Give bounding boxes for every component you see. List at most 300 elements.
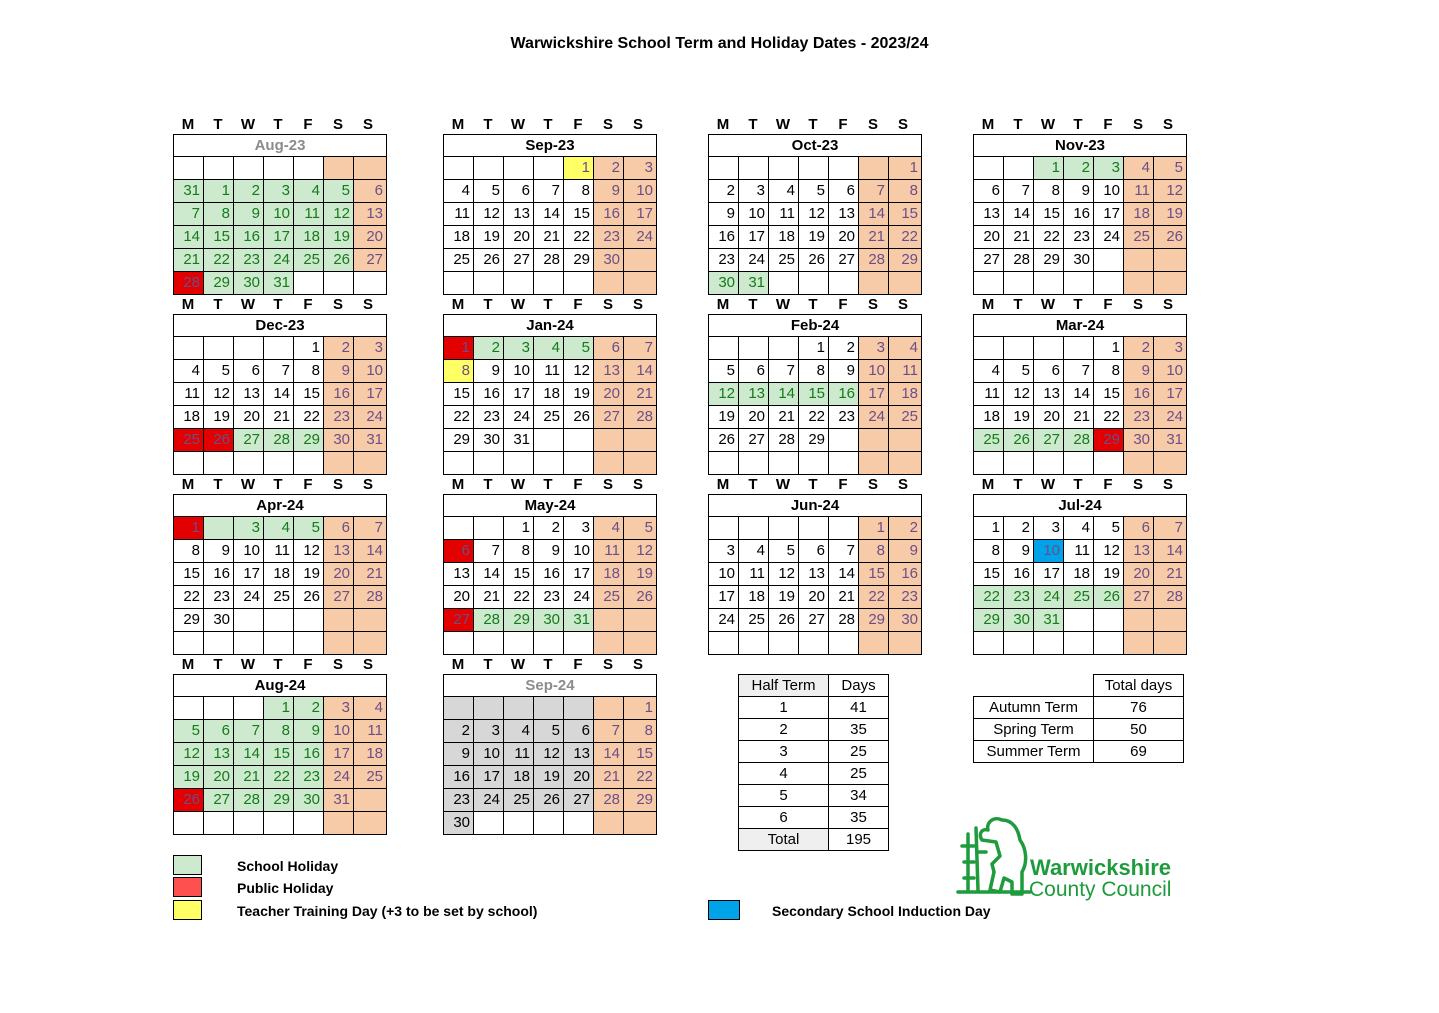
- month-calendar: [708, 471, 922, 655]
- week-row: [974, 179, 1186, 202]
- day-cell: 12: [294, 540, 324, 562]
- day-cell: 14: [1064, 383, 1094, 405]
- weekday-label: M: [181, 116, 195, 133]
- week-row: [709, 382, 921, 405]
- day-cell: 21: [829, 586, 859, 608]
- month-name: Nov-23: [974, 135, 1186, 157]
- day-cell: 12: [534, 743, 564, 765]
- day-cell: 25: [174, 429, 204, 451]
- term-days: 76: [1094, 697, 1184, 719]
- weekday-label: T: [213, 296, 223, 313]
- day-cell: 24: [1154, 406, 1186, 428]
- week-row: [709, 405, 921, 428]
- weekday-label: S: [897, 476, 908, 493]
- week-row: [709, 428, 921, 451]
- day-cell: 30: [1124, 429, 1154, 451]
- day-cell: [534, 697, 564, 719]
- month-grid: [708, 314, 922, 475]
- week-row: [974, 405, 1186, 428]
- day-cell: 8: [174, 540, 204, 562]
- day-cell: 24: [324, 766, 354, 788]
- day-cell: 10: [739, 203, 769, 225]
- day-cell: 17: [234, 563, 264, 585]
- day-cell: 2: [1064, 157, 1094, 179]
- day-cell: [534, 812, 564, 834]
- day-cell: 22: [444, 406, 474, 428]
- day-cell: 29: [294, 429, 324, 451]
- day-cell: 28: [1004, 249, 1034, 271]
- week-row: [709, 202, 921, 225]
- half-term-days: 25: [829, 741, 889, 763]
- week-row: [974, 631, 1186, 654]
- day-cell: 1: [504, 517, 534, 539]
- day-cell: [264, 609, 294, 631]
- month-name: Aug-23: [174, 135, 386, 157]
- day-cell: 30: [534, 609, 564, 631]
- day-cell: [1094, 632, 1124, 654]
- day-cell: 8: [974, 540, 1004, 562]
- weekday-label: T: [1073, 476, 1083, 493]
- day-cell: [354, 789, 386, 811]
- day-cell: 31: [174, 180, 204, 202]
- week-row: [174, 202, 386, 225]
- day-cell: [1124, 632, 1154, 654]
- day-cell: [204, 157, 234, 179]
- logo-line-2: County Council: [1029, 878, 1172, 901]
- day-cell: 21: [594, 766, 624, 788]
- day-cell: 30: [1064, 249, 1094, 271]
- day-cell: 4: [174, 360, 204, 382]
- day-cell: 20: [564, 766, 594, 788]
- day-cell: 6: [739, 360, 769, 382]
- day-cell: 12: [174, 743, 204, 765]
- month-name: Aug-24: [174, 675, 386, 697]
- day-cell: [829, 632, 859, 654]
- day-cell: 9: [889, 540, 921, 562]
- day-cell: [1094, 609, 1124, 631]
- day-cell: 12: [474, 203, 504, 225]
- day-cell: [769, 157, 799, 179]
- day-cell: 7: [264, 360, 294, 382]
- half-term-number: 3: [739, 741, 829, 763]
- day-cell: [264, 337, 294, 359]
- day-cell: [174, 812, 204, 834]
- weekday-label: M: [981, 296, 995, 313]
- day-cell: 15: [294, 383, 324, 405]
- day-cell: 7: [354, 517, 386, 539]
- day-cell: 17: [859, 383, 889, 405]
- week-row: [974, 608, 1186, 631]
- weekday-label: F: [573, 296, 583, 313]
- day-cell: 31: [1034, 609, 1064, 631]
- weekday-label: T: [748, 296, 758, 313]
- day-cell: 12: [564, 360, 594, 382]
- month-grid: [973, 494, 1187, 655]
- day-cell: 21: [624, 383, 656, 405]
- weekday-label: S: [632, 656, 643, 673]
- day-cell: 28: [354, 586, 386, 608]
- day-cell: 9: [534, 540, 564, 562]
- day-cell: 4: [534, 337, 564, 359]
- day-cell: [889, 429, 921, 451]
- day-cell: [1004, 632, 1034, 654]
- day-cell: 7: [829, 540, 859, 562]
- day-cell: 24: [859, 406, 889, 428]
- table-row: [974, 719, 1184, 741]
- weekday-label: M: [451, 656, 465, 673]
- day-cell: 12: [324, 203, 354, 225]
- day-cell: [234, 157, 264, 179]
- day-cell: [974, 632, 1004, 654]
- day-cell: 11: [174, 383, 204, 405]
- day-cell: 25: [739, 609, 769, 631]
- day-cell: 13: [829, 203, 859, 225]
- week-row: [174, 788, 386, 811]
- day-cell: 8: [294, 360, 324, 382]
- day-cell: 19: [624, 563, 656, 585]
- day-cell: 6: [799, 540, 829, 562]
- day-cell: [1124, 609, 1154, 631]
- week-row: [974, 539, 1186, 562]
- weekday-label: W: [510, 656, 526, 673]
- half-term-number: 6: [739, 807, 829, 829]
- day-cell: 20: [739, 406, 769, 428]
- day-cell: 24: [739, 249, 769, 271]
- week-row: [174, 811, 386, 834]
- weekday-header-row: [443, 111, 657, 133]
- day-cell: 7: [769, 360, 799, 382]
- day-cell: 22: [859, 586, 889, 608]
- day-cell: 4: [1064, 517, 1094, 539]
- weekday-label: S: [602, 296, 613, 313]
- day-cell: 13: [324, 540, 354, 562]
- day-cell: 6: [974, 180, 1004, 202]
- day-cell: 5: [174, 720, 204, 742]
- day-cell: [739, 517, 769, 539]
- day-cell: 2: [474, 337, 504, 359]
- day-cell: 14: [769, 383, 799, 405]
- day-cell: 16: [709, 226, 739, 248]
- day-cell: 14: [174, 226, 204, 248]
- day-cell: 7: [474, 540, 504, 562]
- weekday-label: S: [602, 116, 613, 133]
- weekday-label: W: [775, 476, 791, 493]
- day-cell: 28: [534, 249, 564, 271]
- day-cell: 17: [474, 766, 504, 788]
- half-term-days: 25: [829, 763, 889, 785]
- day-cell: 21: [174, 249, 204, 271]
- day-cell: 27: [1124, 586, 1154, 608]
- day-cell: 13: [974, 203, 1004, 225]
- day-cell: [1154, 632, 1186, 654]
- day-cell: 28: [1154, 586, 1186, 608]
- day-cell: 18: [769, 226, 799, 248]
- day-cell: 20: [829, 226, 859, 248]
- day-cell: 15: [624, 743, 656, 765]
- day-cell: [204, 517, 234, 539]
- week-row: [174, 337, 386, 359]
- day-cell: 5: [624, 517, 656, 539]
- day-cell: [174, 697, 204, 719]
- total-label: Total: [739, 829, 829, 851]
- weekday-header-row: [708, 291, 922, 313]
- day-cell: 9: [1124, 360, 1154, 382]
- weekday-label: S: [1162, 296, 1173, 313]
- day-cell: 28: [474, 609, 504, 631]
- weekday-label: T: [483, 116, 493, 133]
- day-cell: 13: [354, 203, 386, 225]
- day-cell: 20: [1124, 563, 1154, 585]
- term-name: Autumn Term: [974, 697, 1094, 719]
- week-row: [709, 179, 921, 202]
- week-row: [974, 337, 1186, 359]
- day-cell: [709, 632, 739, 654]
- day-cell: 3: [264, 180, 294, 202]
- day-cell: [889, 632, 921, 654]
- day-cell: 23: [234, 249, 264, 271]
- day-cell: 1: [799, 337, 829, 359]
- weekday-label: T: [213, 656, 223, 673]
- week-row: [974, 157, 1186, 179]
- weekday-label: T: [273, 476, 283, 493]
- day-cell: 20: [204, 766, 234, 788]
- weekday-label: F: [303, 656, 313, 673]
- day-cell: 10: [234, 540, 264, 562]
- legend-public-holiday-label: Public Holiday: [237, 880, 334, 896]
- day-cell: [624, 812, 656, 834]
- day-cell: 7: [1064, 360, 1094, 382]
- weekday-label: T: [273, 116, 283, 133]
- day-cell: 16: [1124, 383, 1154, 405]
- weekday-label: W: [240, 476, 256, 493]
- weekday-label: S: [362, 296, 373, 313]
- days-header: Days: [829, 675, 889, 697]
- day-cell: 25: [504, 789, 534, 811]
- day-cell: 13: [799, 563, 829, 585]
- day-cell: [1064, 632, 1094, 654]
- half-term-number: 5: [739, 785, 829, 807]
- day-cell: 14: [594, 743, 624, 765]
- day-cell: 15: [859, 563, 889, 585]
- day-cell: 20: [354, 226, 386, 248]
- day-cell: 11: [534, 360, 564, 382]
- day-cell: 18: [974, 406, 1004, 428]
- month-name: Mar-24: [974, 315, 1186, 337]
- day-cell: 28: [234, 789, 264, 811]
- weekday-label: T: [543, 476, 553, 493]
- day-cell: 19: [324, 226, 354, 248]
- day-cell: 4: [294, 180, 324, 202]
- day-cell: [1004, 337, 1034, 359]
- week-row: [174, 765, 386, 788]
- day-cell: 3: [474, 720, 504, 742]
- weekday-label: T: [273, 296, 283, 313]
- day-cell: 14: [1154, 540, 1186, 562]
- day-cell: 20: [974, 226, 1004, 248]
- day-cell: 10: [859, 360, 889, 382]
- weekday-label: M: [716, 116, 730, 133]
- weekday-label: M: [181, 476, 195, 493]
- day-cell: 26: [174, 789, 204, 811]
- day-cell: 10: [1094, 180, 1124, 202]
- week-row: [174, 382, 386, 405]
- week-row: [974, 585, 1186, 608]
- day-cell: [324, 609, 354, 631]
- day-cell: 5: [564, 337, 594, 359]
- day-cell: 9: [234, 203, 264, 225]
- month-name: Dec-23: [174, 315, 386, 337]
- day-cell: 18: [889, 383, 921, 405]
- weekday-label: S: [1132, 116, 1143, 133]
- weekday-label: W: [775, 296, 791, 313]
- weekday-header-row: [443, 291, 657, 313]
- week-row: [974, 517, 1186, 539]
- day-cell: 4: [444, 180, 474, 202]
- month-grid: [708, 134, 922, 295]
- day-cell: 8: [624, 720, 656, 742]
- week-row: [174, 179, 386, 202]
- weekday-header-row: [173, 291, 387, 313]
- day-cell: 13: [594, 360, 624, 382]
- day-cell: 11: [264, 540, 294, 562]
- half-term-header: Half Term: [739, 675, 829, 697]
- weekday-label: S: [602, 656, 613, 673]
- week-row: [709, 608, 921, 631]
- month-calendar: [443, 471, 657, 655]
- day-cell: 15: [204, 226, 234, 248]
- day-cell: 23: [1124, 406, 1154, 428]
- week-row: [974, 359, 1186, 382]
- day-cell: 4: [504, 720, 534, 742]
- day-cell: 18: [534, 383, 564, 405]
- day-cell: 26: [1154, 226, 1186, 248]
- month-calendar: [173, 471, 387, 655]
- day-cell: 22: [564, 226, 594, 248]
- weekday-label: T: [483, 476, 493, 493]
- weekday-label: S: [1132, 296, 1143, 313]
- day-cell: 21: [1154, 563, 1186, 585]
- day-cell: 12: [1094, 540, 1124, 562]
- day-cell: [204, 812, 234, 834]
- weekday-label: W: [1040, 476, 1056, 493]
- day-cell: 11: [739, 563, 769, 585]
- week-row: [444, 788, 656, 811]
- day-cell: 19: [534, 766, 564, 788]
- day-cell: 28: [829, 609, 859, 631]
- week-row: [444, 608, 656, 631]
- day-cell: 19: [174, 766, 204, 788]
- day-cell: 2: [234, 180, 264, 202]
- day-cell: [594, 697, 624, 719]
- day-cell: [769, 632, 799, 654]
- day-cell: 25: [594, 586, 624, 608]
- day-cell: 16: [1064, 203, 1094, 225]
- day-cell: [1124, 249, 1154, 271]
- day-cell: 24: [264, 249, 294, 271]
- day-cell: 16: [234, 226, 264, 248]
- day-cell: 2: [1124, 337, 1154, 359]
- month-name: Sep-23: [444, 135, 656, 157]
- day-cell: 20: [504, 226, 534, 248]
- day-cell: 29: [564, 249, 594, 271]
- weekday-label: W: [510, 476, 526, 493]
- day-cell: [859, 157, 889, 179]
- day-cell: 14: [534, 203, 564, 225]
- weekday-label: F: [303, 296, 313, 313]
- weekday-label: M: [451, 296, 465, 313]
- day-cell: 28: [859, 249, 889, 271]
- day-cell: [474, 157, 504, 179]
- day-cell: 21: [769, 406, 799, 428]
- day-cell: [769, 517, 799, 539]
- day-cell: 12: [1004, 383, 1034, 405]
- day-cell: [709, 157, 739, 179]
- day-cell: [204, 697, 234, 719]
- day-cell: [859, 429, 889, 451]
- blank-cell: [974, 675, 1094, 697]
- day-cell: 14: [859, 203, 889, 225]
- weekday-label: F: [838, 476, 848, 493]
- day-cell: 4: [974, 360, 1004, 382]
- weekday-label: W: [775, 116, 791, 133]
- day-cell: 25: [889, 406, 921, 428]
- day-cell: 18: [444, 226, 474, 248]
- day-cell: 10: [709, 563, 739, 585]
- month-calendar: [173, 111, 387, 295]
- day-cell: 24: [474, 789, 504, 811]
- day-cell: [174, 157, 204, 179]
- weekday-label: S: [362, 656, 373, 673]
- day-cell: 9: [204, 540, 234, 562]
- day-cell: 20: [1034, 406, 1064, 428]
- day-cell: 13: [234, 383, 264, 405]
- day-cell: 26: [294, 586, 324, 608]
- day-cell: 15: [444, 383, 474, 405]
- day-cell: 9: [474, 360, 504, 382]
- day-cell: [294, 609, 324, 631]
- month-name: May-24: [444, 495, 656, 517]
- day-cell: 9: [1064, 180, 1094, 202]
- month-name: Oct-23: [709, 135, 921, 157]
- day-cell: 31: [264, 272, 294, 294]
- weekday-label: T: [483, 296, 493, 313]
- day-cell: 27: [504, 249, 534, 271]
- day-cell: 21: [1064, 406, 1094, 428]
- day-cell: 1: [1094, 337, 1124, 359]
- weekday-label: F: [1103, 296, 1113, 313]
- day-cell: 20: [594, 383, 624, 405]
- day-cell: 15: [799, 383, 829, 405]
- day-cell: 14: [234, 743, 264, 765]
- day-cell: 7: [534, 180, 564, 202]
- day-cell: 16: [829, 383, 859, 405]
- day-cell: 21: [1004, 226, 1034, 248]
- weekday-label: F: [303, 116, 313, 133]
- day-cell: 16: [294, 743, 324, 765]
- weekday-label: M: [981, 476, 995, 493]
- day-cell: 27: [829, 249, 859, 271]
- weekday-label: S: [332, 296, 343, 313]
- week-row: [174, 225, 386, 248]
- day-cell: 27: [799, 609, 829, 631]
- day-cell: [769, 337, 799, 359]
- day-cell: 29: [859, 609, 889, 631]
- day-cell: [444, 157, 474, 179]
- day-cell: 2: [324, 337, 354, 359]
- day-cell: [624, 249, 656, 271]
- weekday-label: T: [748, 116, 758, 133]
- day-cell: 21: [234, 766, 264, 788]
